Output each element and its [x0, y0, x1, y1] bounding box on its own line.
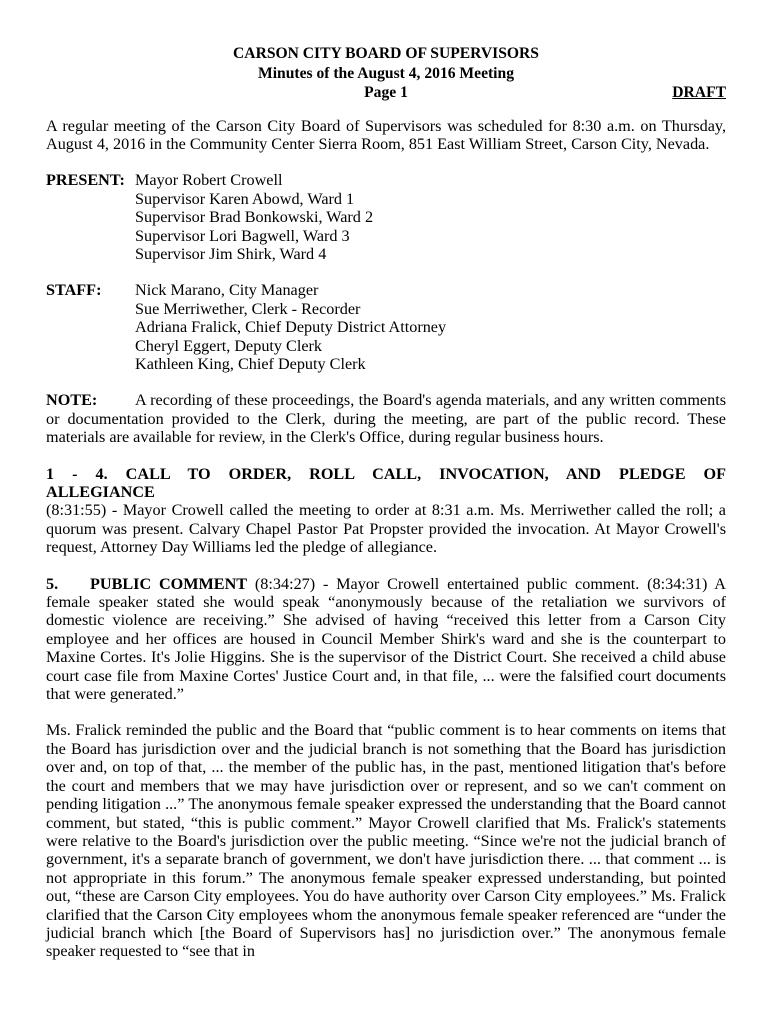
present-name: Mayor Robert Crowell	[135, 171, 283, 190]
staff-name: Cheryl Eggert, Deputy Clerk	[135, 336, 323, 355]
item-5	[46, 575, 726, 704]
present-label: PRESENT:	[46, 171, 125, 190]
item-5-text: (8:34:27) - Mayor Crowell entertained public comment. (8:34:31) A female speaker stated she would speak “anonymously because of the retaliation we survivors of domestic violence are receiving.” She advised of having “received this letter from a Carson City employee and her offices are housed in Council Member Shirk's ward and she is the counterpart to Maxine Cortes. It's Jolie Higgins. She is the supervisor of the District Court. She received a child abuse court case file from Maxine Cortes' Justice Court and, in that file, ... were the falsified court documents that were generated.”	[46, 574, 726, 704]
item-1-4	[46, 465, 726, 557]
staff-name: Sue Merriwether, Clerk - Recorder	[135, 299, 361, 318]
minutes-page	[46, 44, 726, 961]
fralick-paragraph: Ms. Fralick reminded the public and the Board that “public comment is to hear comments on items that the Board has jurisdiction over and the judicial branch is not something that the Board has jurisdiction over and, on top of that, ... the member of the public has, in the past, mentioned litigation that's before the court and members that we may have jurisdiction over or represent, and so we can't comment on pending litigation ...” The anonymous female speaker expressed the understanding that the Board cannot comment, but stated, “this is public comment.” Mayor Crowell clarified that Ms. Fralick's statements were relative to the Board's jurisdiction over the public meeting. “Since we're not the judicial branch of government, it's a separate branch of government, we don't have jurisdiction there. ... that comment ... is not appropriate in this forum.” The anonymous female speaker expressed understanding, but pointed out, “these are Carson City employees. You do have authority over Carson City employees.” Ms. Fralick clarified that the Carson City employees whom the anonymous female speaker referenced are “under the judicial branch which [the Board of Supervisors has] no jurisdiction over.” The anonymous female speaker requested to “see that in	[46, 721, 726, 961]
meeting-subtitle: Minutes of the August 4, 2016 Meeting	[258, 64, 514, 82]
intro-paragraph: A regular meeting of the Carson City Board of Supervisors was scheduled for 8:30 a.m. on Thursday, August 4, 2016 in the Community Center Sierra Room, 851 East William Street, Carson City, Nevada.	[46, 116, 726, 153]
document-header	[46, 44, 726, 103]
staff-name: Adriana Fralick, Chief Deputy District Attorney	[135, 318, 447, 337]
present-name: Supervisor Karen Abowd, Ward 1	[135, 189, 355, 208]
present-section	[46, 171, 726, 263]
page-number: Page 1	[364, 84, 408, 101]
present-list	[135, 171, 373, 263]
staff-section	[46, 281, 726, 373]
board-title: CARSON CITY BOARD OF SUPERVISORS	[233, 45, 539, 62]
present-name: Supervisor Jim Shirk, Ward 4	[135, 244, 327, 263]
item-5-number: 5.	[46, 574, 59, 593]
present-name: Supervisor Brad Bonkowski, Ward 2	[135, 208, 374, 227]
staff-name: Nick Marano, City Manager	[135, 281, 319, 300]
note-paragraph	[46, 391, 726, 446]
item-5-heading: PUBLIC COMMENT	[90, 574, 248, 593]
staff-label: STAFF:	[46, 281, 102, 300]
staff-name: Kathleen King, Chief Deputy Clerk	[135, 354, 366, 373]
item-1-4-text: (8:31:55) - Mayor Crowell called the meeting to order at 8:31 a.m. Ms. Merriwether called the roll; a quorum was present. Calvary Chapel Pastor Pat Propster provided the invocation. At Mayor Crowell's request, Attorney Day Williams led the pledge of allegiance.	[46, 501, 726, 557]
staff-list	[135, 281, 446, 373]
present-name: Supervisor Lori Bagwell, Ward 3	[135, 226, 350, 245]
draft-label: DRAFT	[672, 84, 726, 101]
note-label: NOTE:	[46, 391, 98, 410]
item-1-4-heading: 1 - 4. CALL TO ORDER, ROLL CALL, INVOCATION, AND PLEDGE OF ALLEGIANCE	[46, 464, 726, 501]
note-text: A recording of these proceedings, the Board's agenda materials, and any written comments or documentation provided to the Clerk, during the meeting, are part of the public record. These materials are available for review, in the Clerk's Office, during regular business hours.	[46, 391, 726, 447]
